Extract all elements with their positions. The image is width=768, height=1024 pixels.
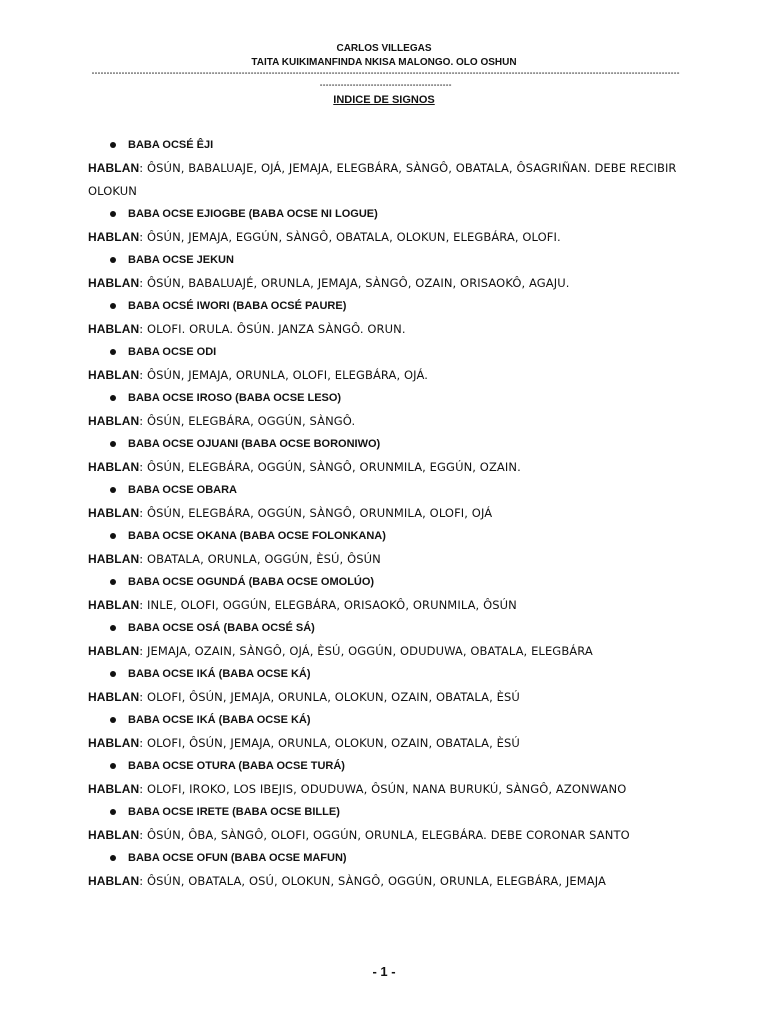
sign-entry	[88, 203, 684, 249]
bullet-icon	[110, 211, 116, 217]
hablan-line	[88, 640, 684, 663]
bullet-icon	[110, 579, 116, 585]
sign-name: BABA OCSE OKANA (BABA OCSE FOLONKANA)	[128, 530, 386, 542]
sign-name: BABA OCSÉ ÊJI	[128, 139, 214, 151]
speakers-text: : ÔSÚN, ELEGBÁRA, OGGÚN, SÀNGÔ, ORUNMILA, OLOFI, OJÁ	[139, 506, 493, 520]
hablan-line	[88, 456, 684, 479]
sign-name: BABA OCSE JEKUN	[128, 254, 234, 266]
sign-entry	[88, 295, 684, 341]
bullet-icon	[110, 441, 116, 447]
sign-name: BABA OCSE IKÁ (BABA OCSE KÁ)	[128, 714, 311, 726]
bullet-icon	[110, 257, 116, 263]
sign-entry	[88, 433, 684, 479]
sign-heading	[88, 617, 684, 640]
header-subtitle: TAITA KUIKIMANFINDA NKISA MALONGO. OLO OSHUN	[251, 57, 517, 68]
sign-heading	[88, 249, 684, 272]
sign-entry	[88, 134, 684, 203]
sign-heading	[88, 709, 684, 732]
sign-heading	[88, 295, 684, 318]
hablan-line	[88, 870, 684, 893]
speakers-text: : ÔSÚN, ELEGBÁRA, OGGÚN, SÀNGÔ.	[139, 414, 356, 428]
hablan-label: HABLAN	[88, 414, 140, 428]
speakers-text: : ÔSÚN, JEMAJA, EGGÚN, SÀNGÔ, OBATALA, OLOKUN, ELEGBÁRA, OLOFI.	[139, 230, 561, 244]
sign-heading	[88, 341, 684, 364]
hablan-label: HABLAN	[88, 690, 140, 704]
sign-heading	[88, 801, 684, 824]
speakers-text: : INLE, OLOFI, OGGÚN, ELEGBÁRA, ORISAOKÔ, ORUNMILA, ÔSÚN	[139, 598, 517, 612]
bullet-icon	[110, 855, 116, 861]
hablan-label: HABLAN	[88, 276, 140, 290]
hablan-label: HABLAN	[88, 736, 140, 750]
sign-name: BABA OCSE OFUN (BABA OCSE MAFUN)	[128, 852, 347, 864]
speakers-text: : JEMAJA, OZAIN, SÀNGÔ, OJÁ, ÈSÚ, OGGÚN, ODUDUWA, OBATALA, ELEGBÁRA	[139, 644, 593, 658]
sign-entry	[88, 249, 684, 295]
sign-entry	[88, 341, 684, 387]
hablan-label: HABLAN	[88, 322, 140, 336]
hablan-label: HABLAN	[88, 644, 140, 658]
document-header	[0, 42, 768, 70]
page-number: - 1 -	[372, 964, 396, 979]
bullet-icon	[110, 671, 116, 677]
speakers-text: : ÔSÚN, ELEGBÁRA, OGGÚN, SÀNGÔ, ORUNMILA, EGGÚN, OZAIN.	[139, 460, 521, 474]
sign-name: BABA OCSE IKÁ (BABA OCSE KÁ)	[128, 668, 311, 680]
sign-entry	[88, 479, 684, 525]
hablan-label: HABLAN	[88, 598, 140, 612]
sign-name: BABA OCSE IRETE (BABA OCSE BILLE)	[128, 806, 340, 818]
sign-heading	[88, 134, 684, 157]
author-name: CARLOS VILLEGAS	[336, 43, 432, 54]
hablan-line	[88, 732, 684, 755]
hablan-label: HABLAN	[88, 368, 140, 382]
bullet-icon	[110, 809, 116, 815]
bullet-icon	[110, 395, 116, 401]
sign-entry	[88, 801, 684, 847]
hablan-label: HABLAN	[88, 552, 140, 566]
sign-name: BABA OCSE EJIOGBE (BABA OCSE NI LOGUE)	[128, 208, 378, 220]
bullet-icon	[110, 625, 116, 631]
hablan-label: HABLAN	[88, 782, 140, 796]
bullet-icon	[110, 303, 116, 309]
sign-heading	[88, 387, 684, 410]
hablan-line	[88, 157, 684, 203]
sign-name: BABA OCSE IROSO (BABA OCSE LESO)	[128, 392, 342, 404]
bullet-icon	[110, 533, 116, 539]
sign-heading	[88, 755, 684, 778]
speakers-text: : OBATALA, ORUNLA, OGGÚN, ÈSÚ, ÔSÚN	[139, 552, 381, 566]
hablan-line	[88, 686, 684, 709]
sign-heading	[88, 203, 684, 226]
sign-entry	[88, 847, 684, 893]
bullet-icon	[110, 717, 116, 723]
sign-heading	[88, 663, 684, 686]
speakers-text: : ÔSÚN, OBATALA, OSÚ, OLOKUN, SÀNGÔ, OGGÚN, ORUNLA, ELEGBÁRA, JEMAJA	[139, 874, 606, 888]
hablan-line	[88, 318, 684, 341]
hablan-label: HABLAN	[88, 828, 140, 842]
hablan-label: HABLAN	[88, 161, 140, 175]
hablan-line	[88, 502, 684, 525]
sign-name: BABA OCSE OTURA (BABA OCSE TURÁ)	[128, 760, 345, 772]
hablan-label: HABLAN	[88, 460, 140, 474]
bullet-icon	[110, 142, 116, 148]
sign-name: BABA OCSE OGUNDÁ (BABA OCSE OMOLÚO)	[128, 576, 375, 588]
sign-heading	[88, 571, 684, 594]
sign-name: BABA OCSE OBARA	[128, 484, 237, 496]
speakers-text: : OLOFI, ÔSÚN, JEMAJA, ORUNLA, OLOKUN, OZAIN, OBATALA, ÈSÚ	[139, 736, 520, 750]
speakers-text: : OLOFI, IROKO, LOS IBEJIS, ODUDUWA, ÔSÚN, NANA BURUKÚ, SÀNGÔ, AZONWANO	[139, 782, 627, 796]
bullet-icon	[110, 763, 116, 769]
hablan-line	[88, 272, 684, 295]
sign-index-list	[88, 134, 684, 893]
sign-entry	[88, 755, 684, 801]
speakers-text: : OLOFI, ÔSÚN, JEMAJA, ORUNLA, OLOKUN, OZAIN, OBATALA, ÈSÚ	[139, 690, 520, 704]
hablan-line	[88, 226, 684, 249]
hablan-line	[88, 594, 684, 617]
hablan-line	[88, 364, 684, 387]
sign-entry	[88, 571, 684, 617]
sign-entry	[88, 387, 684, 433]
bullet-icon	[110, 349, 116, 355]
hablan-line	[88, 410, 684, 433]
sign-entry	[88, 663, 684, 709]
speakers-text: : OLOFI. ORULA. ÔSÚN. JANZA SÀNGÔ. ORUN.	[139, 322, 406, 336]
sign-name: BABA OCSÉ IWORI (BABA OCSÉ PAURE)	[128, 300, 347, 312]
sign-entry	[88, 709, 684, 755]
sign-name: BABA OCSE ODI	[128, 346, 217, 358]
hablan-line	[88, 778, 684, 801]
sign-entry	[88, 617, 684, 663]
bullet-icon	[110, 487, 116, 493]
hablan-line	[88, 824, 684, 847]
sign-heading	[88, 479, 684, 502]
hablan-label: HABLAN	[88, 230, 140, 244]
speakers-text: : ÔSÚN, BABALUAJE, OJÁ, JEMAJA, ELEGBÁRA, SÀNGÔ, OBATALA, ÔSAGRIÑAN. DEBE RECIBIR OLOKUN	[88, 161, 677, 198]
sign-name: BABA OCSE OJUANI (BABA OCSE BORONIWO)	[128, 438, 381, 450]
hablan-label: HABLAN	[88, 506, 140, 520]
sign-heading	[88, 433, 684, 456]
speakers-text: : ÔSÚN, BABALUAJÉ, ORUNLA, JEMAJA, SÀNGÔ, OZAIN, ORISAOKÔ, AGAJU.	[139, 276, 570, 290]
speakers-text: : ÔSÚN, JEMAJA, ORUNLA, OLOFI, ELEGBÁRA, OJÁ.	[139, 368, 428, 382]
hablan-line	[88, 548, 684, 571]
sign-heading	[88, 847, 684, 870]
index-title: INDICE DE SIGNOS	[333, 94, 435, 106]
sign-name: BABA OCSE OSÁ (BABA OCSÉ SÁ)	[128, 622, 315, 634]
hablan-label: HABLAN	[88, 874, 140, 888]
sign-entry	[88, 525, 684, 571]
sign-heading	[88, 525, 684, 548]
speakers-text: : ÔSÚN, ÔBA, SÀNGÔ, OLOFI, OGGÚN, ORUNLA, ELEGBÁRA. DEBE CORONAR SANTO	[139, 828, 630, 842]
header-separator-rule: ------------------------------------------------------------------------------------------------------------------------------------------------------------------------------------------------------------------------------------------------	[90, 70, 680, 90]
